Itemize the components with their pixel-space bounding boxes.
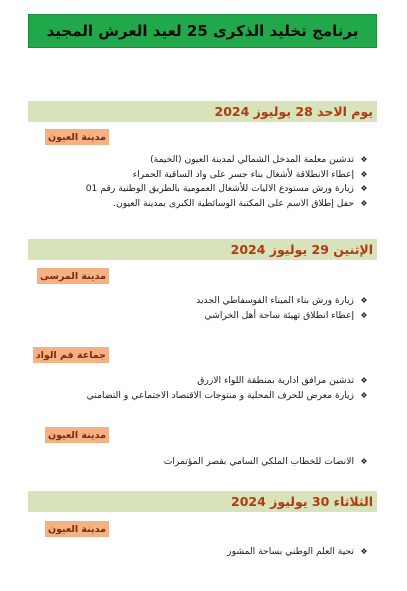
activity-list bbox=[164, 455, 370, 470]
location-label bbox=[45, 427, 109, 443]
bullet-icon: ❖ bbox=[360, 198, 368, 208]
bullet-icon: ❖ bbox=[360, 547, 368, 556]
bullet-icon: ❖ bbox=[360, 390, 368, 400]
list-item bbox=[164, 455, 370, 470]
activity-text: إعطاء الانطلاقة لأشغال بناء جسر على واد الساقية الحمراء bbox=[132, 168, 354, 180]
location-name: مدينة العيون bbox=[47, 429, 106, 441]
list-item bbox=[86, 182, 370, 197]
location-name: مدينة العيون bbox=[47, 131, 106, 143]
location-label bbox=[45, 129, 109, 145]
activity-text: تدشين معلمة المدخل الشمالي لمدينة العيون (الخيمة) bbox=[150, 154, 354, 165]
activity-list bbox=[86, 153, 370, 211]
day-date: يوم الاحد 28 يوليوز 2024 bbox=[214, 104, 373, 119]
location-label bbox=[45, 521, 109, 537]
bullet-icon: ❖ bbox=[360, 155, 368, 164]
bullet-icon: ❖ bbox=[360, 457, 368, 466]
list-item bbox=[87, 389, 370, 404]
activity-text: زيارة ورش مستودع الاليات للأشغال العمومية بالطريق الوطنية رقم 01 bbox=[85, 183, 354, 194]
activity-list bbox=[196, 294, 370, 323]
bullet-icon: ❖ bbox=[360, 169, 368, 179]
activity-text: إعطاء انطلاق تهيئة ساحة أهل الخراشي bbox=[204, 309, 354, 321]
activity-text: حفل إطلاق الاسم على المكتبة الوسائطية الكبرى بمدينة العيون. bbox=[113, 197, 354, 209]
activity-text: تدشين مرافق ادارية بمنطقة اللواء الازرق bbox=[197, 375, 354, 386]
activity-text: تحية العلم الوطني بساحة المشور bbox=[227, 546, 354, 557]
bullet-icon: ❖ bbox=[360, 376, 368, 385]
list-item bbox=[86, 197, 370, 212]
bullet-icon: ❖ bbox=[360, 310, 368, 320]
activity-text: زيارة ورش بناء الميناء الفوسفاطي الجديد bbox=[196, 295, 354, 306]
list-item bbox=[196, 309, 370, 324]
day-header-tuesday bbox=[28, 491, 377, 512]
day-header-sunday bbox=[28, 101, 377, 122]
program-title: برنامج تخليد الذكرى 25 لعيد العرش المجيد bbox=[46, 22, 359, 40]
bullet-icon: ❖ bbox=[360, 184, 368, 193]
activity-list bbox=[227, 545, 370, 560]
location-name: جماعة فم الواد bbox=[35, 349, 106, 361]
activity-text: زيارة معرض للحرف المحلية و منتوجات الاقتصاد الاجتماعي و التضامني bbox=[86, 389, 354, 401]
location-label bbox=[37, 268, 109, 284]
activity-list bbox=[87, 374, 370, 403]
day-date: الثلاثاء 30 يوليوز 2024 bbox=[231, 494, 373, 509]
day-header-monday bbox=[28, 239, 377, 260]
list-item bbox=[227, 545, 370, 560]
list-item bbox=[86, 153, 370, 168]
location-name: مدينة المرسى bbox=[40, 270, 106, 282]
list-item bbox=[196, 294, 370, 309]
bullet-icon: ❖ bbox=[360, 296, 368, 305]
program-title-bar bbox=[28, 14, 377, 48]
day-date: الإثنين 29 يوليوز 2024 bbox=[230, 242, 373, 257]
location-label bbox=[33, 347, 109, 363]
activity-text: الانصات للخطاب الملكي السامي بقصر المؤتمرات bbox=[163, 456, 354, 467]
location-name: مدينة العيون bbox=[47, 523, 106, 535]
list-item bbox=[87, 374, 370, 389]
list-item bbox=[86, 168, 370, 183]
